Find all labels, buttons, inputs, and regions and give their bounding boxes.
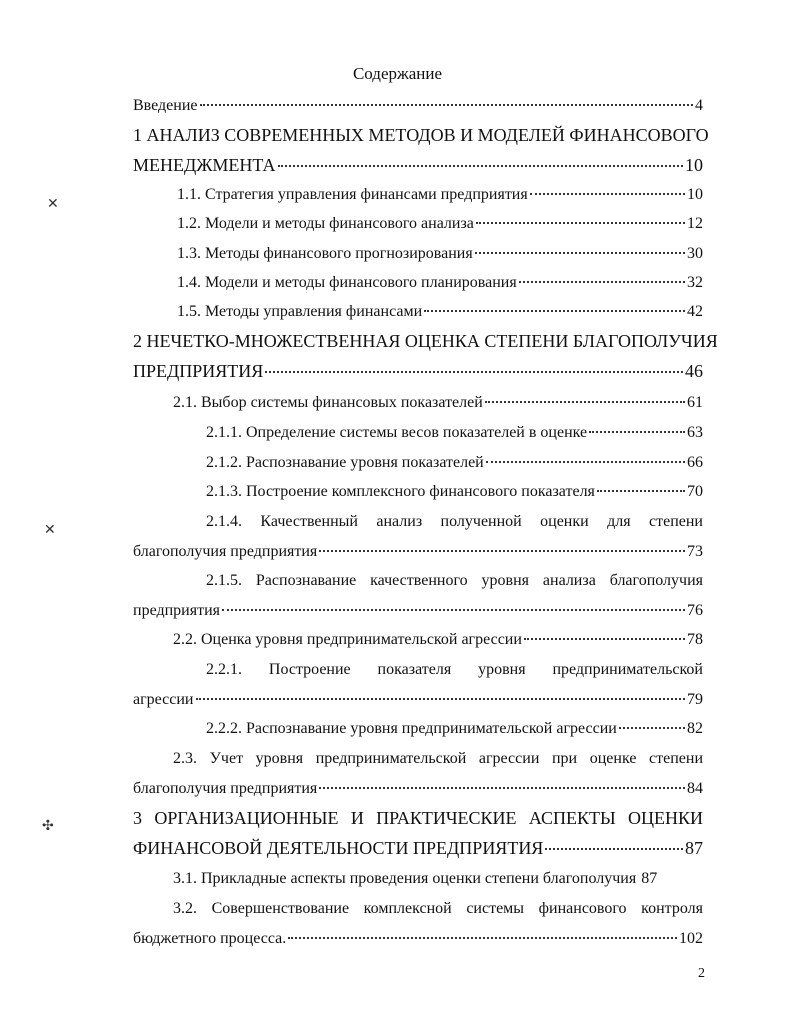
toc-entry-title: благополучия предприятия bbox=[133, 543, 318, 560]
toc-entry bbox=[133, 566, 703, 626]
scan-mark-icon: ✣ bbox=[42, 819, 54, 834]
toc-entry-title: 2.2. Оценка уровня предпринимательской агрессии bbox=[173, 631, 522, 648]
toc-entry-page: 61 bbox=[687, 394, 703, 411]
toc-entry-page: 4 bbox=[695, 97, 703, 114]
toc-entry bbox=[177, 239, 703, 269]
toc-entry bbox=[173, 625, 703, 655]
toc-entry bbox=[177, 180, 703, 210]
page-number: 2 bbox=[698, 966, 705, 981]
scan-mark-icon: ✕ bbox=[44, 523, 56, 538]
toc-entry-page: 63 bbox=[687, 424, 703, 441]
toc-entry-title: предприятия bbox=[133, 602, 220, 619]
toc-entry-page: 76 bbox=[687, 602, 703, 619]
toc-entry bbox=[133, 91, 703, 121]
toc-entry-title: 1.1. Стратегия управления финансами предприятия bbox=[177, 186, 528, 203]
toc-entry-page: 82 bbox=[687, 720, 703, 737]
toc-entry bbox=[133, 894, 703, 954]
toc-entry-title: агрессии bbox=[133, 691, 194, 708]
toc-entry bbox=[173, 388, 703, 418]
toc-entry-title-line: 2.3. Учет уровня предпринимательской агрессии при оценке степени bbox=[173, 750, 703, 767]
toc-entry-title-line: 2 НЕЧЕТКО-МНОЖЕСТВЕННАЯ ОЦЕНКА СТЕПЕНИ БЛАГОПОЛУЧИЯ bbox=[133, 331, 718, 351]
toc-entry-title-line: 3.2. Совершенствование комплексной системы финансового контроля bbox=[173, 900, 703, 917]
scan-mark-icon: ✕ bbox=[47, 197, 59, 212]
toc-entry-page: 87 bbox=[685, 838, 703, 858]
toc-entry-page: 73 bbox=[687, 543, 703, 560]
toc-entry bbox=[173, 864, 703, 894]
toc-entry-page: 87 bbox=[641, 870, 658, 887]
toc-entry-title: 2.1.1. Определение системы весов показателей в оценке bbox=[206, 424, 588, 441]
toc-entry-page: 78 bbox=[687, 631, 703, 648]
toc-entry-page: 79 bbox=[687, 691, 703, 708]
toc-entry-page: 30 bbox=[687, 245, 703, 262]
toc-entry-page: 84 bbox=[687, 780, 703, 797]
toc-entry bbox=[133, 507, 703, 567]
toc-entry bbox=[206, 477, 703, 507]
toc-entry-page: 70 bbox=[687, 483, 703, 500]
toc-entry bbox=[177, 268, 703, 298]
toc-entry-title-line: 1 АНАЛИЗ СОВРЕМЕННЫХ МЕТОДОВ И МОДЕЛЕЙ ФИНАНСОВОГО bbox=[133, 125, 709, 145]
toc-entry-title: 1.3. Методы финансового прогнозирования bbox=[177, 245, 473, 262]
toc-entry-page: 10 bbox=[685, 155, 703, 175]
toc-entry-title: 2.2.2. Распознавание уровня предпринимательской агрессии bbox=[206, 720, 617, 737]
toc-entry-page: 66 bbox=[687, 454, 703, 471]
toc-entry-title: МЕНЕДЖМЕНТА bbox=[133, 155, 276, 175]
toc-entry bbox=[177, 297, 703, 327]
toc-entry-title: 2.1. Выбор системы финансовых показателей bbox=[173, 394, 483, 411]
toc-entry bbox=[206, 448, 703, 478]
toc-entry-title: ФИНАНСОВОЙ ДЕЯТЕЛЬНОСТИ ПРЕДПРИЯТИЯ bbox=[133, 838, 544, 858]
toc-entry-title-line: 2.2.1. Построение показателя уровня предпринимательской bbox=[206, 661, 703, 678]
toc-entry-title-line: 2.1.5. Распознавание качественного уровня анализа благополучия bbox=[206, 572, 703, 589]
toc-entry-title: ПРЕДПРИЯТИЯ bbox=[133, 361, 264, 381]
toc-entry bbox=[206, 418, 703, 448]
toc-entry-page: 10 bbox=[687, 186, 703, 203]
toc-entry bbox=[133, 803, 703, 863]
toc-entry-title: 2.1.2. Распознавание уровня показателей bbox=[206, 454, 484, 471]
page-title: Содержание bbox=[352, 64, 443, 83]
toc-entry-page: 12 bbox=[687, 215, 703, 232]
toc-entry-page: 42 bbox=[687, 303, 703, 320]
toc-entry-title: 2.1.3. Построение комплексного финансового показателя bbox=[206, 483, 595, 500]
toc-entry bbox=[133, 326, 718, 386]
toc-entry bbox=[133, 120, 709, 180]
toc-entry-title: благополучия предприятия bbox=[133, 780, 318, 797]
toc-entry-title: 3.1. Прикладные аспекты проведения оценки степени благополучия bbox=[173, 870, 637, 887]
toc-entry-title: Введение bbox=[133, 97, 198, 114]
toc-entry bbox=[177, 209, 703, 239]
toc-entry-title: 1.5. Методы управления финансами bbox=[177, 303, 423, 320]
toc-entry bbox=[133, 655, 703, 715]
toc-entry-title-line: 3 ОРГАНИЗАЦИОННЫЕ И ПРАКТИЧЕСКИЕ АСПЕКТЫ ОЦЕНКИ bbox=[133, 808, 703, 828]
toc-entry-title: 1.2. Модели и методы финансового анализа bbox=[177, 215, 474, 232]
toc-entry-title: 1.4. Модели и методы финансового планирования bbox=[177, 274, 517, 291]
toc-entry-page: 46 bbox=[685, 361, 703, 381]
toc-entry-page: 102 bbox=[679, 930, 703, 947]
toc-entry bbox=[206, 714, 703, 744]
toc-entry bbox=[133, 744, 703, 804]
toc-entry-title-line: 2.1.4. Качественный анализ полученной оценки для степени bbox=[206, 513, 703, 530]
toc-entry-title: бюджетного процесса. bbox=[133, 930, 287, 947]
toc-entry-page: 32 bbox=[687, 274, 703, 291]
